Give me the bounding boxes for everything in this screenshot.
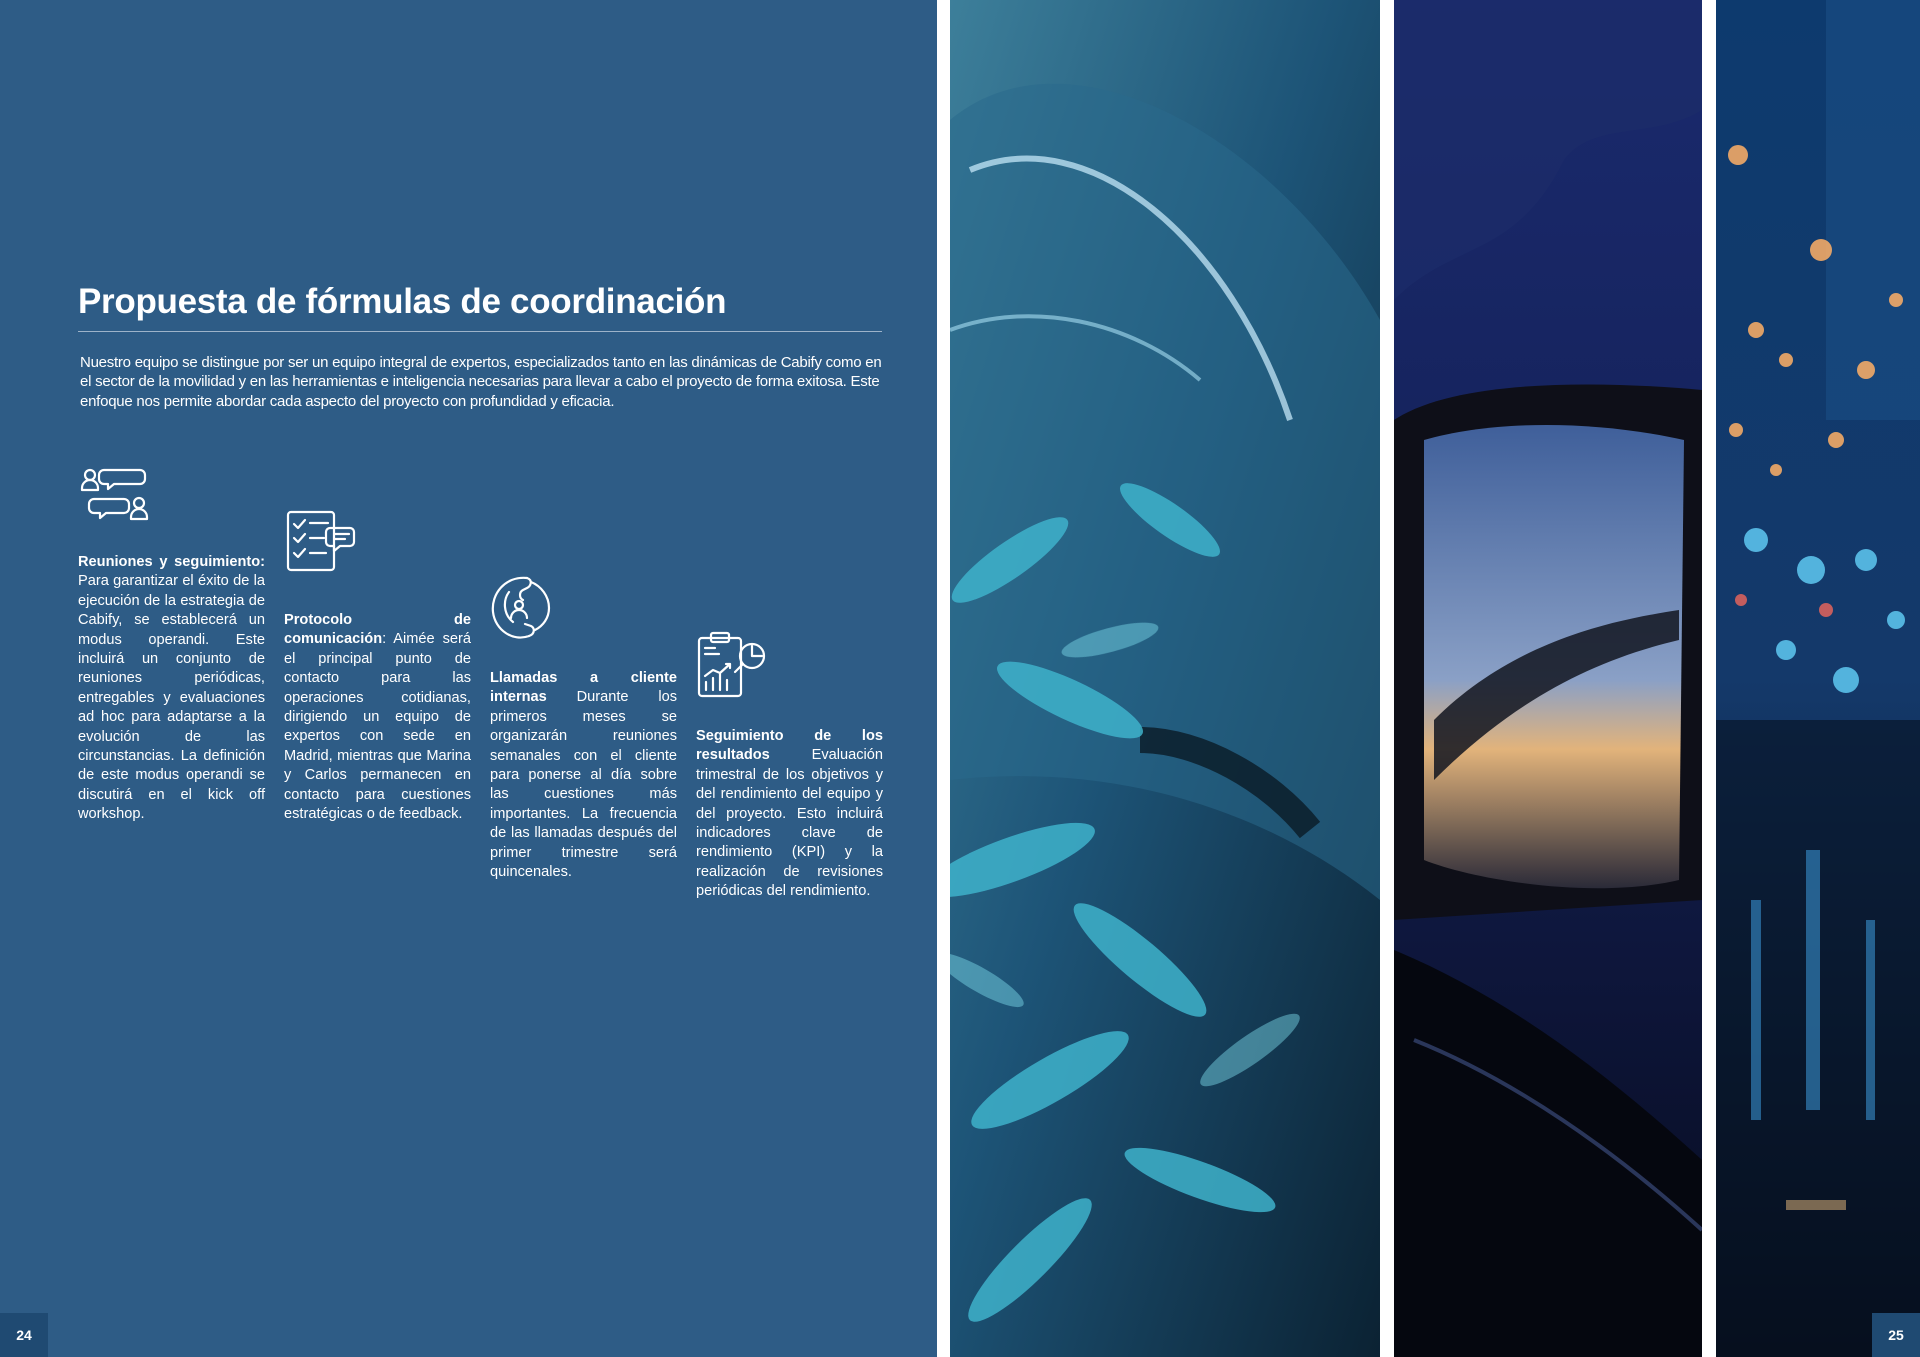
column-title: Llamadas a cliente internas — [490, 670, 677, 706]
city-night-bokeh-street-photo — [1716, 0, 1920, 1357]
text-column-communication — [284, 611, 471, 824]
page-title: Propuesta de fórmulas de coordinación — [78, 282, 727, 321]
checklist-chat-icon — [286, 510, 356, 574]
column-body: Durante los primeros meses se organizarán reuniones semanales con el cliente para ponerse al día sobre las cuestiones más importantes. La frecuencia de las llamadas después del primer trimestre será quincenales. — [490, 689, 677, 881]
page-number-right: 25 — [1872, 1313, 1920, 1357]
column-title: Seguimiento de los resultados — [696, 728, 883, 764]
column-title: Protocolo de comunicación — [284, 612, 471, 648]
column-title: Reuniones y seguimiento: — [78, 554, 265, 570]
text-column-calls — [490, 669, 677, 882]
report-chart-icon — [696, 630, 768, 700]
column-body: Evaluación trimestral de los objetivos y del rendimiento del equipo y del proyecto. Esto incluirá indicadores clave de rendimiento (KPI) y la realización de revisiones periódicas del rendimiento. — [696, 747, 883, 900]
ev-charging-car-plants-photo — [950, 0, 1380, 1357]
title-divider — [78, 331, 882, 332]
page-number-left: 24 — [0, 1313, 48, 1357]
intro-paragraph: Nuestro equipo se distingue por ser un equipo integral de expertos, especializados tanto en las dinámicas de Cabify como en el sector de la movilidad y en las herramientas e inteligencia necesarias para llevar a cabo el proyecto de forma exitosa. Este enfoque nos permite abordar cada aspecto del proyecto con profundidad y eficacia. — [80, 354, 882, 410]
text-column-meetings — [78, 553, 265, 825]
meeting-chat-icon — [80, 466, 152, 526]
car-side-mirror-dusk-photo — [1394, 0, 1702, 1357]
phone-call-icon — [489, 572, 557, 644]
column-body: Para garantizar el éxito de la ejecución de la estrategia de Cabify, se establecerá un modus operandi. Este incluirá un conjunto de reuniones periódicas, entregables y evaluaciones ad hoc para adaptarse a la evolución de las circunstancias. La definición de este modus operandi se discutirá en el kick off workshop. — [78, 573, 265, 823]
column-body: : Aimée será el principal punto de contacto para las operaciones cotidianas, dirigiendo un equipo de expertos con sede en Madrid, mientras que Marina y Carlos permanecen en contacto para cuestiones estratégicas o de feedback. — [284, 631, 471, 823]
left-page — [0, 0, 937, 1357]
text-column-results — [696, 727, 883, 902]
